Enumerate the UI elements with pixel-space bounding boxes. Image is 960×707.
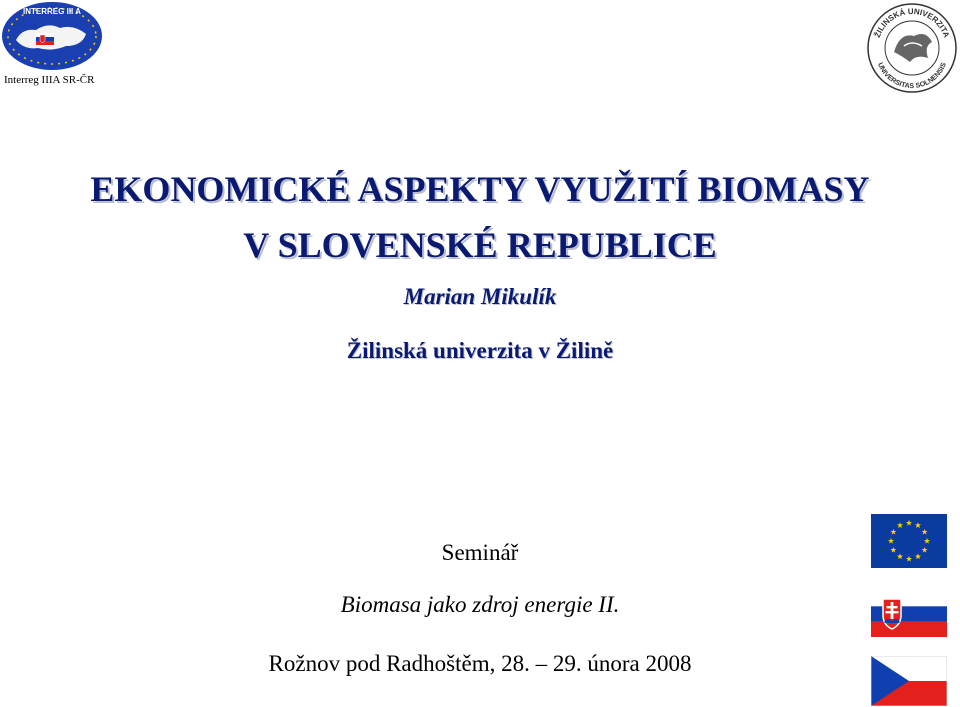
seminar-label: Seminář — [441, 540, 519, 565]
slovak-flag-icon — [871, 591, 947, 637]
title-line-2: V SLOVENSKÉ REPUBLICE — [243, 225, 717, 265]
seal-text-top: ŽILINSKÁ UNIVERZITA — [872, 6, 952, 39]
eu-flag-icon — [871, 514, 947, 568]
interreg-logo — [0, 0, 105, 72]
seminar-place-date: Rožnov pod Radhoštěm, 28. – 29. února 2008 — [268, 651, 692, 676]
seal-text-bottom: UNIVERSITAS SOLNENSIS — [876, 61, 948, 91]
title-line-1: EKONOMICKÉ ASPEKTY VYUŽITÍ BIOMASY — [90, 169, 870, 209]
interreg-logo-text: INTERREG III A — [23, 7, 81, 16]
czech-flag-icon — [871, 656, 947, 706]
seminar-name: Biomasa jako zdroj energie II. — [340, 592, 620, 617]
institution-name: Žilinská univerzita v Žilině — [346, 338, 614, 363]
interreg-caption: Interreg IIIA SR-ČR — [4, 74, 95, 86]
author-name: Marian Mikulík — [403, 284, 557, 309]
university-seal — [866, 2, 958, 94]
